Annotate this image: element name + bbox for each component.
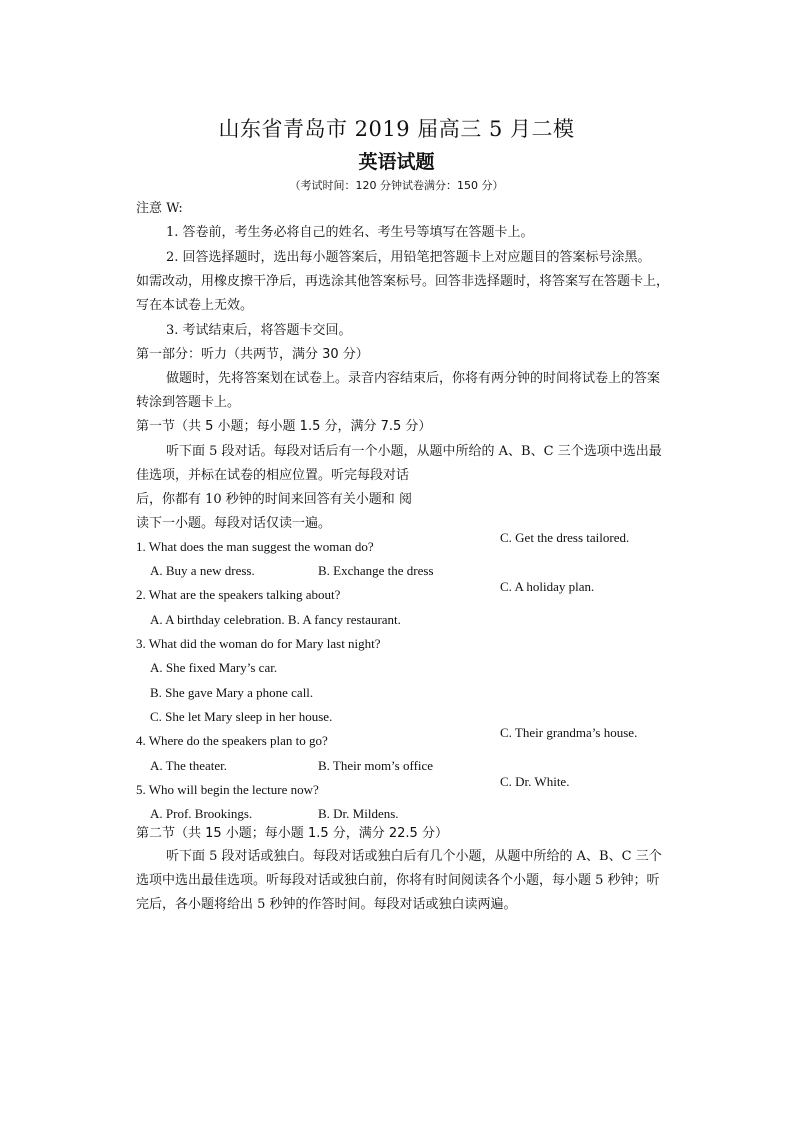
q4-option-b: B. Their mom’s office [318,758,434,773]
q2-options-ab: A. A birthday celebration. B. A fancy restaurant. [150,612,401,627]
section1-instructions-line-1: 听下面 5 段对话。每段对话后有一个小题，从题中所给的 A、B、C 三个选项中选出最 [166,444,662,459]
notice-item-1: 1. 答卷前，考生务必将自己的姓名、考生号等填写在答题卡上。 [166,225,534,240]
q3-option-c: C. She let Mary sleep in her house. [150,709,333,724]
exam-meta: （考试时间：120 分钟试卷满分：150 分） [289,179,504,192]
question-2: 2. What are the speakers talking about? [136,587,341,602]
q2-option-c: C. A holiday plan. [500,579,595,594]
section1-instructions-line-3: 后，你都有 10 秒钟的时间来回答有关小题和 阅 [136,492,412,507]
notice-item-2-line-1: 2. 回答选择题时，选出每小题答案后，用铅笔把答题卡上对应题目的答案标号涂黑。 [166,250,651,265]
part1-intro-line-1: 做题时，先将答案划在试卷上。录音内容结束后，你将有两分钟的时间将试卷上的答案 [166,371,661,386]
section2-instructions-line-1: 听下面 5 段对话或独白。每段对话或独白后有几个小题，从题中所给的 A、B、C 三个 [166,849,662,864]
section1-instructions-line-2: 佳选项，并标在试卷的相应位置。听完每段对话 [136,468,410,483]
section1-instructions-line-4: 读下一小题。每段对话仅读一遍。 [136,516,332,531]
q4-option-c: C. Their grandma’s house. [500,725,638,740]
q1-option-c: C. Get the dress tailored. [500,530,630,545]
question-4: 4. Where do the speakers plan to go? [136,733,328,748]
q5-option-c: C. Dr. White. [500,774,570,789]
question-5: 5. Who will begin the lecture now? [136,782,319,797]
q5-option-b: B. Dr. Mildens. [318,806,399,821]
notice-item-3: 3. 考试结束后，将答题卡交回。 [166,323,352,338]
section2-instructions-line-2: 选项中选出最佳选项。听每段对话或独白前，你将有时间阅读各个小题，每小题 5 秒钟；听 [136,873,660,888]
question-3: 3. What did the woman do for Mary last night? [136,636,381,651]
section2-instructions-line-3: 完后，各小题将给出 5 秒钟的作答时间。每段对话或独白读两遍。 [136,897,517,912]
notice-item-2-line-3: 写在本试卷上无效。 [136,298,254,313]
notice-item-2-line-2: 如需改动，用橡皮擦干净后，再选涂其他答案标号。回答非选择题时，将答案写在答题卡上， [136,274,670,289]
notice-label: 注意 W: [136,201,183,216]
part1-intro-line-2: 转涂到答题卡上。 [136,395,241,410]
page-subtitle: 英语试题 [358,151,435,173]
q5-option-a: A. Prof. Brookings. [150,806,253,821]
section1-heading: 第一节（共 5 小题；每小题 1.5 分，满分 7.5 分） [136,419,432,434]
page-title: 山东省青岛市 2019 届高三 5 月二模 [218,117,575,141]
part1-heading: 第一部分：听力（共两节，满分 30 分） [136,347,369,362]
q1-option-b: B. Exchange the dress [318,563,434,578]
q3-option-b: B. She gave Mary a phone call. [150,685,314,700]
question-1: 1. What does the man suggest the woman do? [136,539,374,554]
q1-option-a: A. Buy a new dress. [150,563,255,578]
section2-heading: 第二节（共 15 小题；每小题 1.5 分，满分 22.5 分） [136,826,448,841]
q4-option-a: A. The theater. [150,758,228,773]
q3-option-a: A. She fixed Mary’s car. [150,660,278,675]
